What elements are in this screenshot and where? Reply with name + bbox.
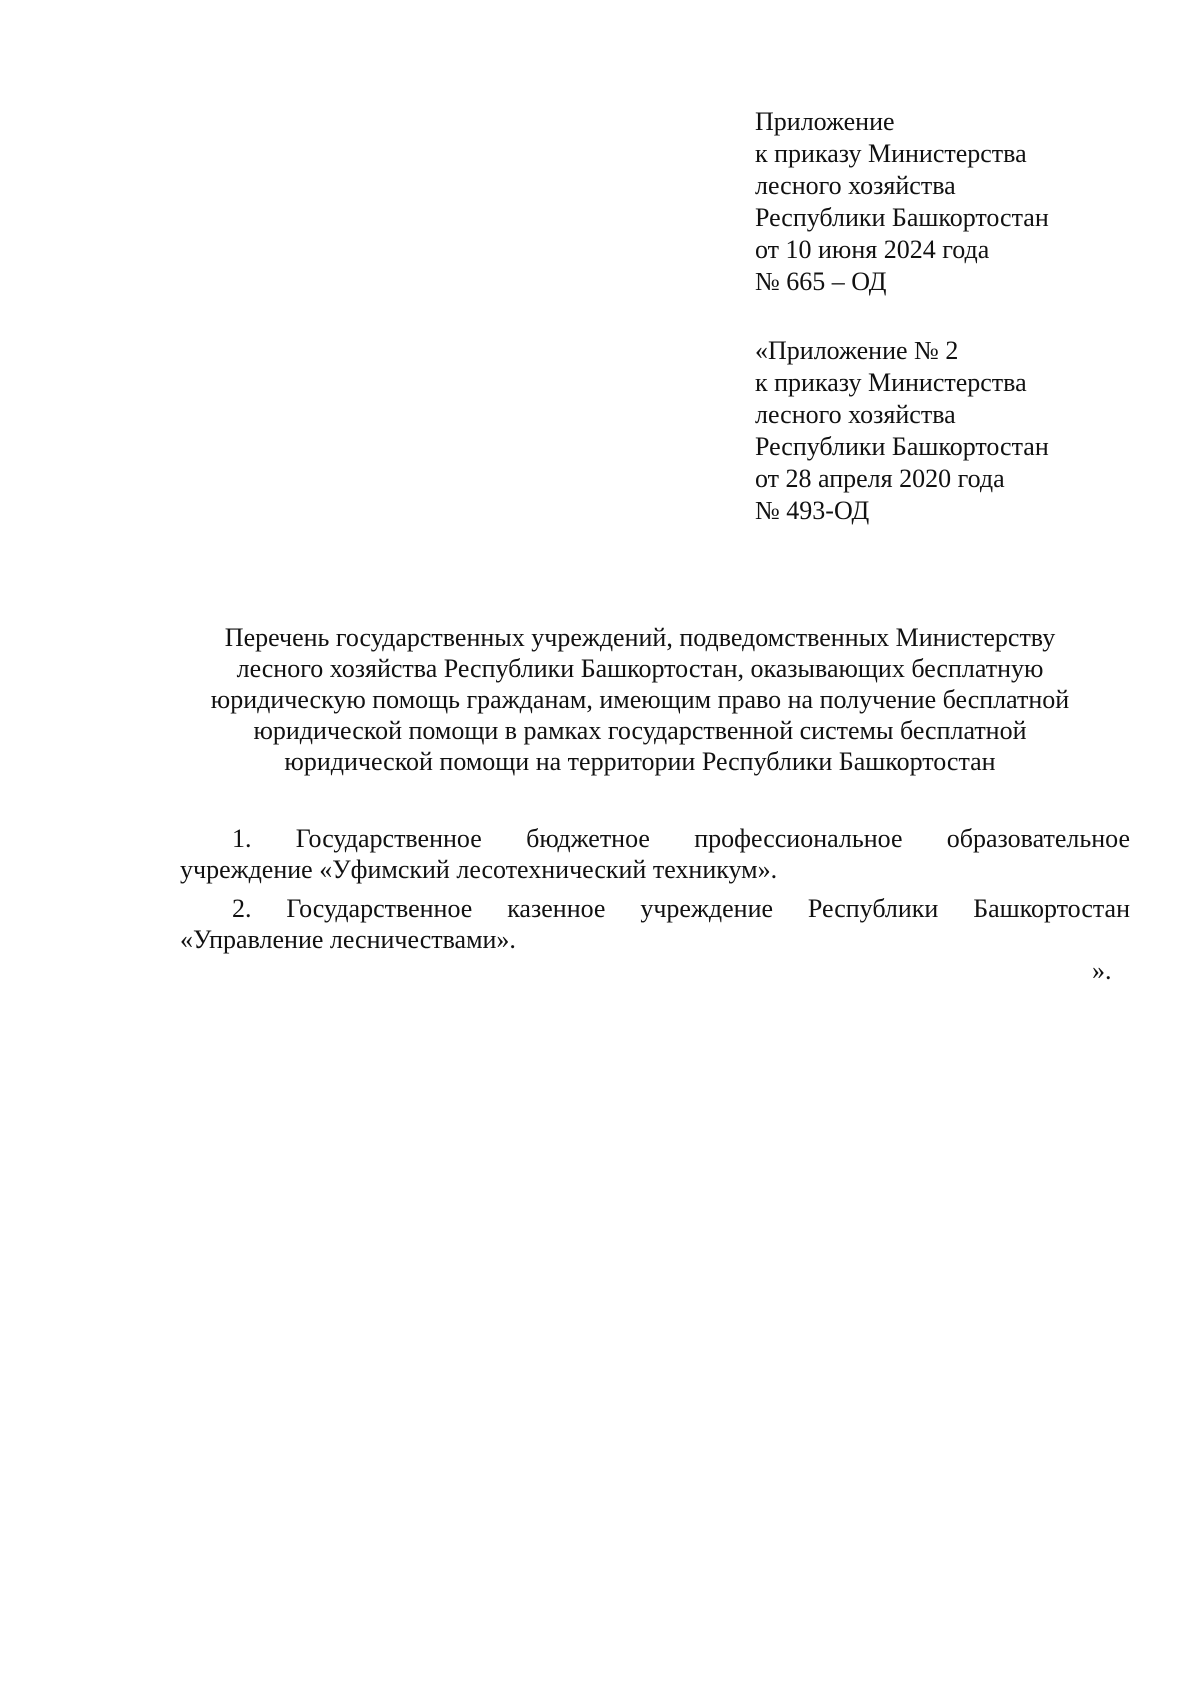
list-item (180, 823, 1130, 885)
list-item-line: «Управление лесничествами». (180, 925, 516, 954)
title-line: юридической помощи в рамках государственной системы бесплатной (253, 716, 1027, 745)
appendix-line: Республики Башкортостан (755, 432, 1049, 461)
list-item-line: 1. Государственное бюджетное профессиональное образовательное (232, 824, 1130, 853)
appendix-header-original (755, 335, 1175, 527)
title-line: Перечень государственных учреждений, подведомственных Министерству (224, 623, 1056, 652)
appendix-line: от 10 июня 2024 года (755, 235, 990, 264)
appendix-line: к приказу Министерства (755, 368, 1027, 397)
appendix-line: к приказу Министерства (755, 139, 1027, 168)
title-line: юридической помощи на территории Республики Башкортостан (284, 747, 996, 776)
appendix-line: Республики Башкортостан (755, 203, 1049, 232)
list-item (180, 893, 1130, 955)
document-title (150, 622, 1130, 777)
appendix-line: лесного хозяйства (755, 171, 956, 200)
list-item-line: учреждение «Уфимский лесотехнический техникум». (180, 855, 778, 884)
appendix-line: «Приложение № 2 (755, 336, 959, 365)
closing-quote-mark: ». (1092, 956, 1112, 985)
institution-list (180, 823, 1130, 963)
appendix-line: Приложение (755, 107, 895, 136)
title-line: лесного хозяйства Республики Башкортостан, оказывающих бесплатную (236, 654, 1044, 683)
appendix-line: от 28 апреля 2020 года (755, 464, 1005, 493)
list-item-line: 2. Государственное казенное учреждение Республики Башкортостан (232, 894, 1130, 923)
appendix-line: № 665 – ОД (755, 267, 887, 296)
title-line: юридическую помощь гражданам, имеющим право на получение бесплатной (210, 685, 1070, 714)
appendix-line: лесного хозяйства (755, 400, 956, 429)
appendix-line: № 493-ОД (755, 496, 870, 525)
appendix-header-current (755, 106, 1175, 298)
